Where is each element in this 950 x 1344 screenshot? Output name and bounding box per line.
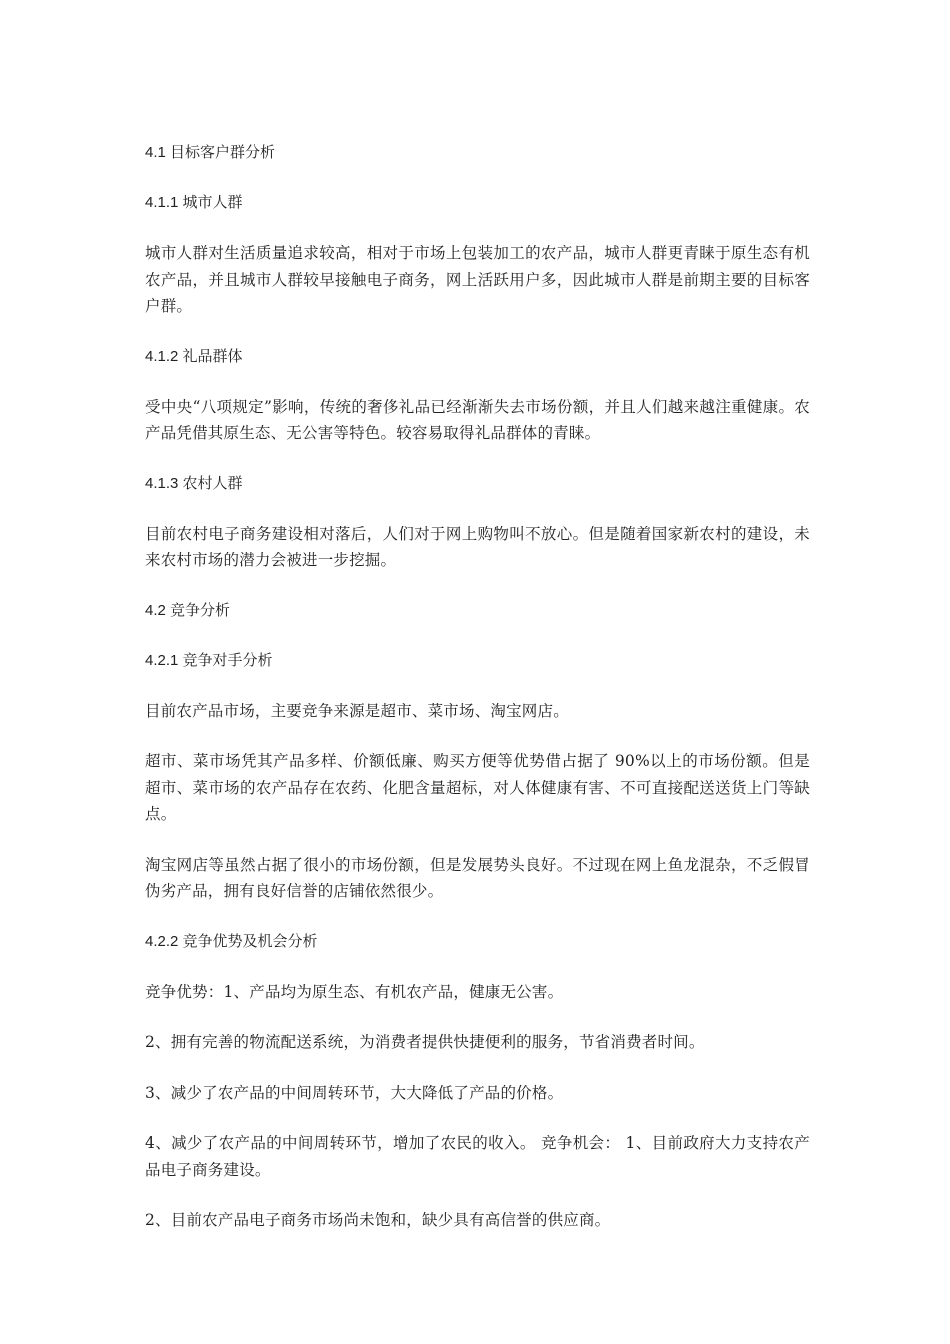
paragraph: 目前农产品市场，主要竞争来源是超市、菜市场、淘宝网店。 <box>145 701 569 720</box>
subsection-heading: 4.2.1 竞争对手分析 <box>145 651 273 669</box>
section-heading: 4.2 竞争分析 <box>145 601 231 619</box>
subsection-heading: 4.2.2 竞争优势及机会分析 <box>145 932 318 950</box>
paragraph: 超市、菜市场凭其产品多样、价额低廉、购买方便等优势借占据了 90%以上的市场份额。但是超市、菜市场的农产品存在农药、化肥含量超标，对人体健康有害、不可直接配送送货上门等缺点。 <box>145 752 810 823</box>
subsection-heading: 4.1.3 农村人群 <box>145 474 243 492</box>
paragraph: 城市人群对生活质量追求较高，相对于市场上包装加工的农产品，城市人群更青睐于原生态有机农产品，并且城市人群较早接触电子商务，网上活跃用户多，因此城市人群是前期主要的目标客户群。 <box>145 244 810 315</box>
subsection-heading: 4.1.1 城市人群 <box>145 194 243 211</box>
section-heading: 4.1 目标客户群分析 <box>145 144 276 161</box>
document-body <box>145 140 810 1258</box>
paragraph: 目前农村电子商务建设相对落后，人们对于网上购物叫不放心。但是随着国家新农村的建设，未来农村市场的潜力会被进一步挖掘。 <box>145 524 810 569</box>
subsection-heading: 4.1.2 礼品群体 <box>145 347 243 365</box>
paragraph: 竞争优势：1、产品均为原生态、有机农产品，健康无公害。 <box>145 982 564 1001</box>
paragraph: 2、目前农产品电子商务市场尚未饱和，缺少具有高信誉的供应商。 <box>145 1211 611 1229</box>
paragraph: 2、拥有完善的物流配送系统，为消费者提供快捷便利的服务，节省消费者时间。 <box>145 1033 705 1051</box>
paragraph: 受中央“八项规定”影响，传统的奢侈礼品已经渐渐失去市场份额，并且人们越来越注重健康。农产品凭借其原生态、无公害等特色。较容易取得礼品群体的青睐。 <box>145 397 810 442</box>
paragraph: 4、减少了农产品的中间周转环节，增加了农民的收入。 竞争机会： 1、目前政府大力支持农产品电子商务建设。 <box>145 1134 810 1179</box>
paragraph: 3、减少了农产品的中间周转环节，大大降低了产品的价格。 <box>145 1083 564 1102</box>
paragraph: 淘宝网店等虽然占据了很小的市场份额，但是发展势头良好。不过现在网上鱼龙混杂，不乏假冒伪劣产品，拥有良好信誉的店铺依然很少。 <box>145 855 810 900</box>
